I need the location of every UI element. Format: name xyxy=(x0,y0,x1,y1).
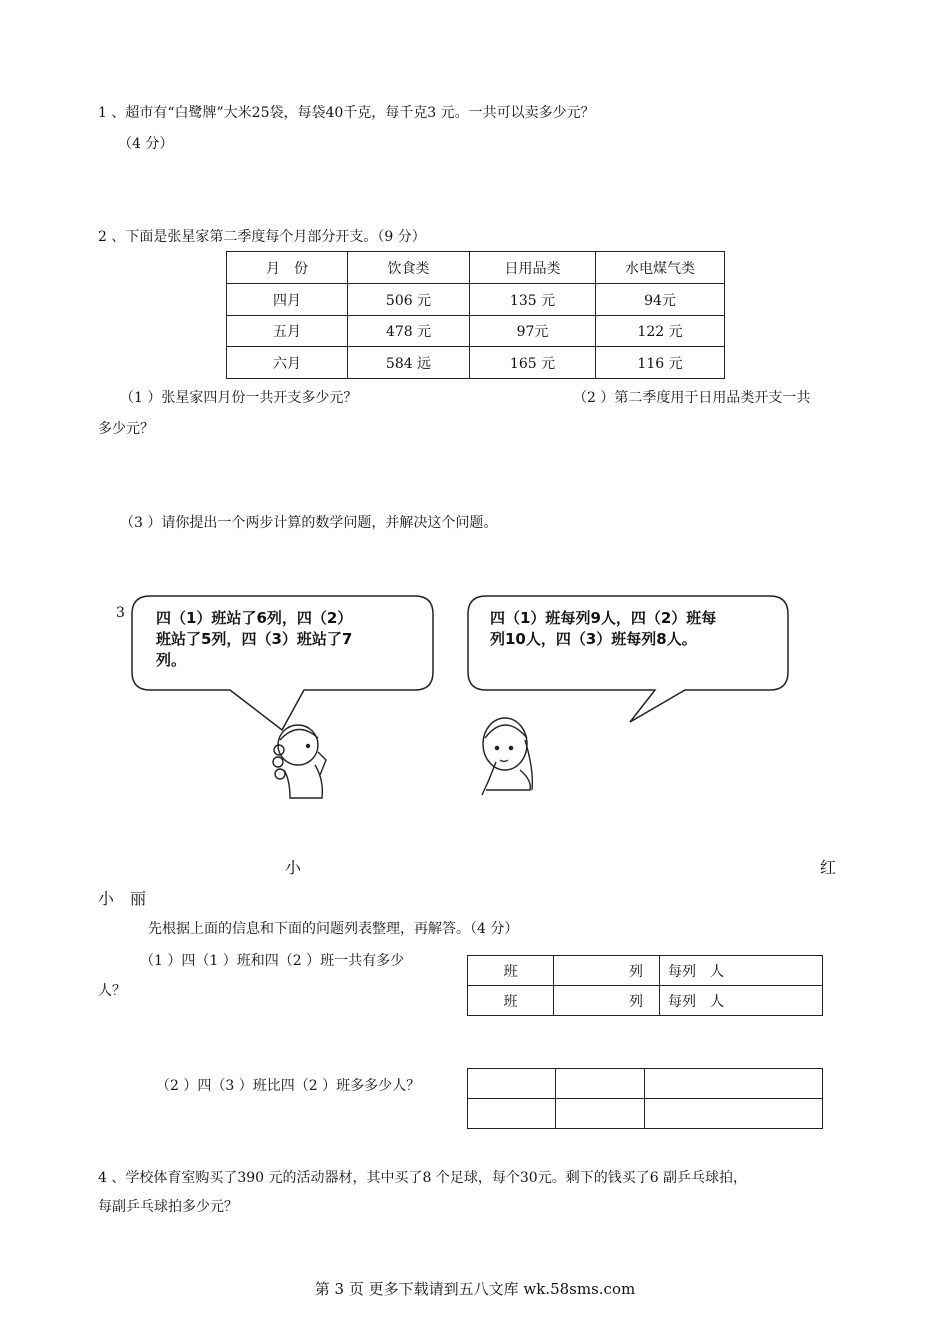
class-table xyxy=(467,955,823,1016)
empty-answer-table xyxy=(467,1068,823,1129)
cell xyxy=(645,1069,823,1099)
table-row xyxy=(468,1069,823,1099)
q2-text: 2 、下面是张星家第二季度每个月部分开支。（9 分） xyxy=(98,229,426,245)
page-footer: 第 3 页 更多下载请到五八文库 wk.58sms.com xyxy=(314,1280,636,1298)
header-month: 月 份 xyxy=(227,252,348,284)
q3-sub2: （2 ）四（3 ）班比四（2 ）班多多少人？ xyxy=(156,1078,421,1094)
cell xyxy=(556,1069,645,1099)
cell xyxy=(468,1069,556,1099)
q1-score: （4 分） xyxy=(118,136,174,152)
cell: 六月 xyxy=(227,347,348,379)
q4-line1: 4 、学校体育室购买了390 元的活动器材，其中买了8 个足球，每个30元。剩下的钱买了6 副乒乓球拍， xyxy=(98,1170,748,1186)
cell: 165 元 xyxy=(470,347,596,379)
cell: 135 元 xyxy=(470,284,596,316)
cell: 478 元 xyxy=(348,316,470,347)
q2-sub1: （1 ）张星家四月份一共开支多少元？ xyxy=(120,390,358,406)
cell: 班 xyxy=(468,986,554,1016)
cell: 506 元 xyxy=(348,284,470,316)
cell: 列 xyxy=(554,986,660,1016)
cell: 122 元 xyxy=(596,316,725,347)
q1-text: 1 、超市有“白鹭牌”大米25袋，每袋40千克，每千克3 元。一共可以卖多少元？ xyxy=(98,105,595,121)
q3-number: 3 xyxy=(116,605,125,621)
girl-left-illustration xyxy=(273,725,326,798)
cell xyxy=(556,1099,645,1129)
q2-sub2: （2 ）第二季度用于日用品类开支一共 xyxy=(573,390,811,406)
cell xyxy=(645,1099,823,1129)
cell: 97元 xyxy=(470,316,596,347)
girl-right-illustration xyxy=(482,718,532,795)
cell: 116 元 xyxy=(596,347,725,379)
header-food: 饮食类 xyxy=(348,252,470,284)
bubble-left-text: 四（1）班站了6列，四（2） 班站了5列，四（3）班站了7 列。 xyxy=(156,609,353,669)
table-row xyxy=(468,1099,823,1129)
q2-sub3: （3 ）请你提出一个两步计算的数学问题，并解决这个问题。 xyxy=(120,515,498,531)
table-row xyxy=(468,956,823,986)
header-daily: 日用品类 xyxy=(470,252,596,284)
cell: 列 xyxy=(554,956,660,986)
cell: 班 xyxy=(468,956,554,986)
q2-sub2-cont: 多少元？ xyxy=(98,421,154,437)
cell: 每列 人 xyxy=(660,986,823,1016)
table-row xyxy=(468,986,823,1016)
q4-line2: 每副乒乓球拍多少元？ xyxy=(98,1199,238,1215)
cell: 每列 人 xyxy=(660,956,823,986)
cell: 五月 xyxy=(227,316,348,347)
cell: 四月 xyxy=(227,284,348,316)
q3-sub1: （1 ）四（1 ）班和四（2 ）班一共有多少 xyxy=(140,953,405,969)
cell: 94元 xyxy=(596,284,725,316)
header-utility: 水电煤气类 xyxy=(596,252,725,284)
cell xyxy=(468,1099,556,1129)
q3-instruction: 先根据上面的信息和下面的问题列表整理，再解答。（4 分） xyxy=(148,921,519,937)
name-xiao: 小 xyxy=(285,858,302,877)
name-xiao-li: 小 丽 xyxy=(98,889,147,908)
bubble-right-text: 四（1）班每列9人，四（2）班每 列10人，四（3）班每列8人。 xyxy=(490,609,717,648)
cell: 584 远 xyxy=(348,347,470,379)
q3-sub1-cont: 人？ xyxy=(98,983,126,999)
name-hong: 红 xyxy=(820,858,837,877)
